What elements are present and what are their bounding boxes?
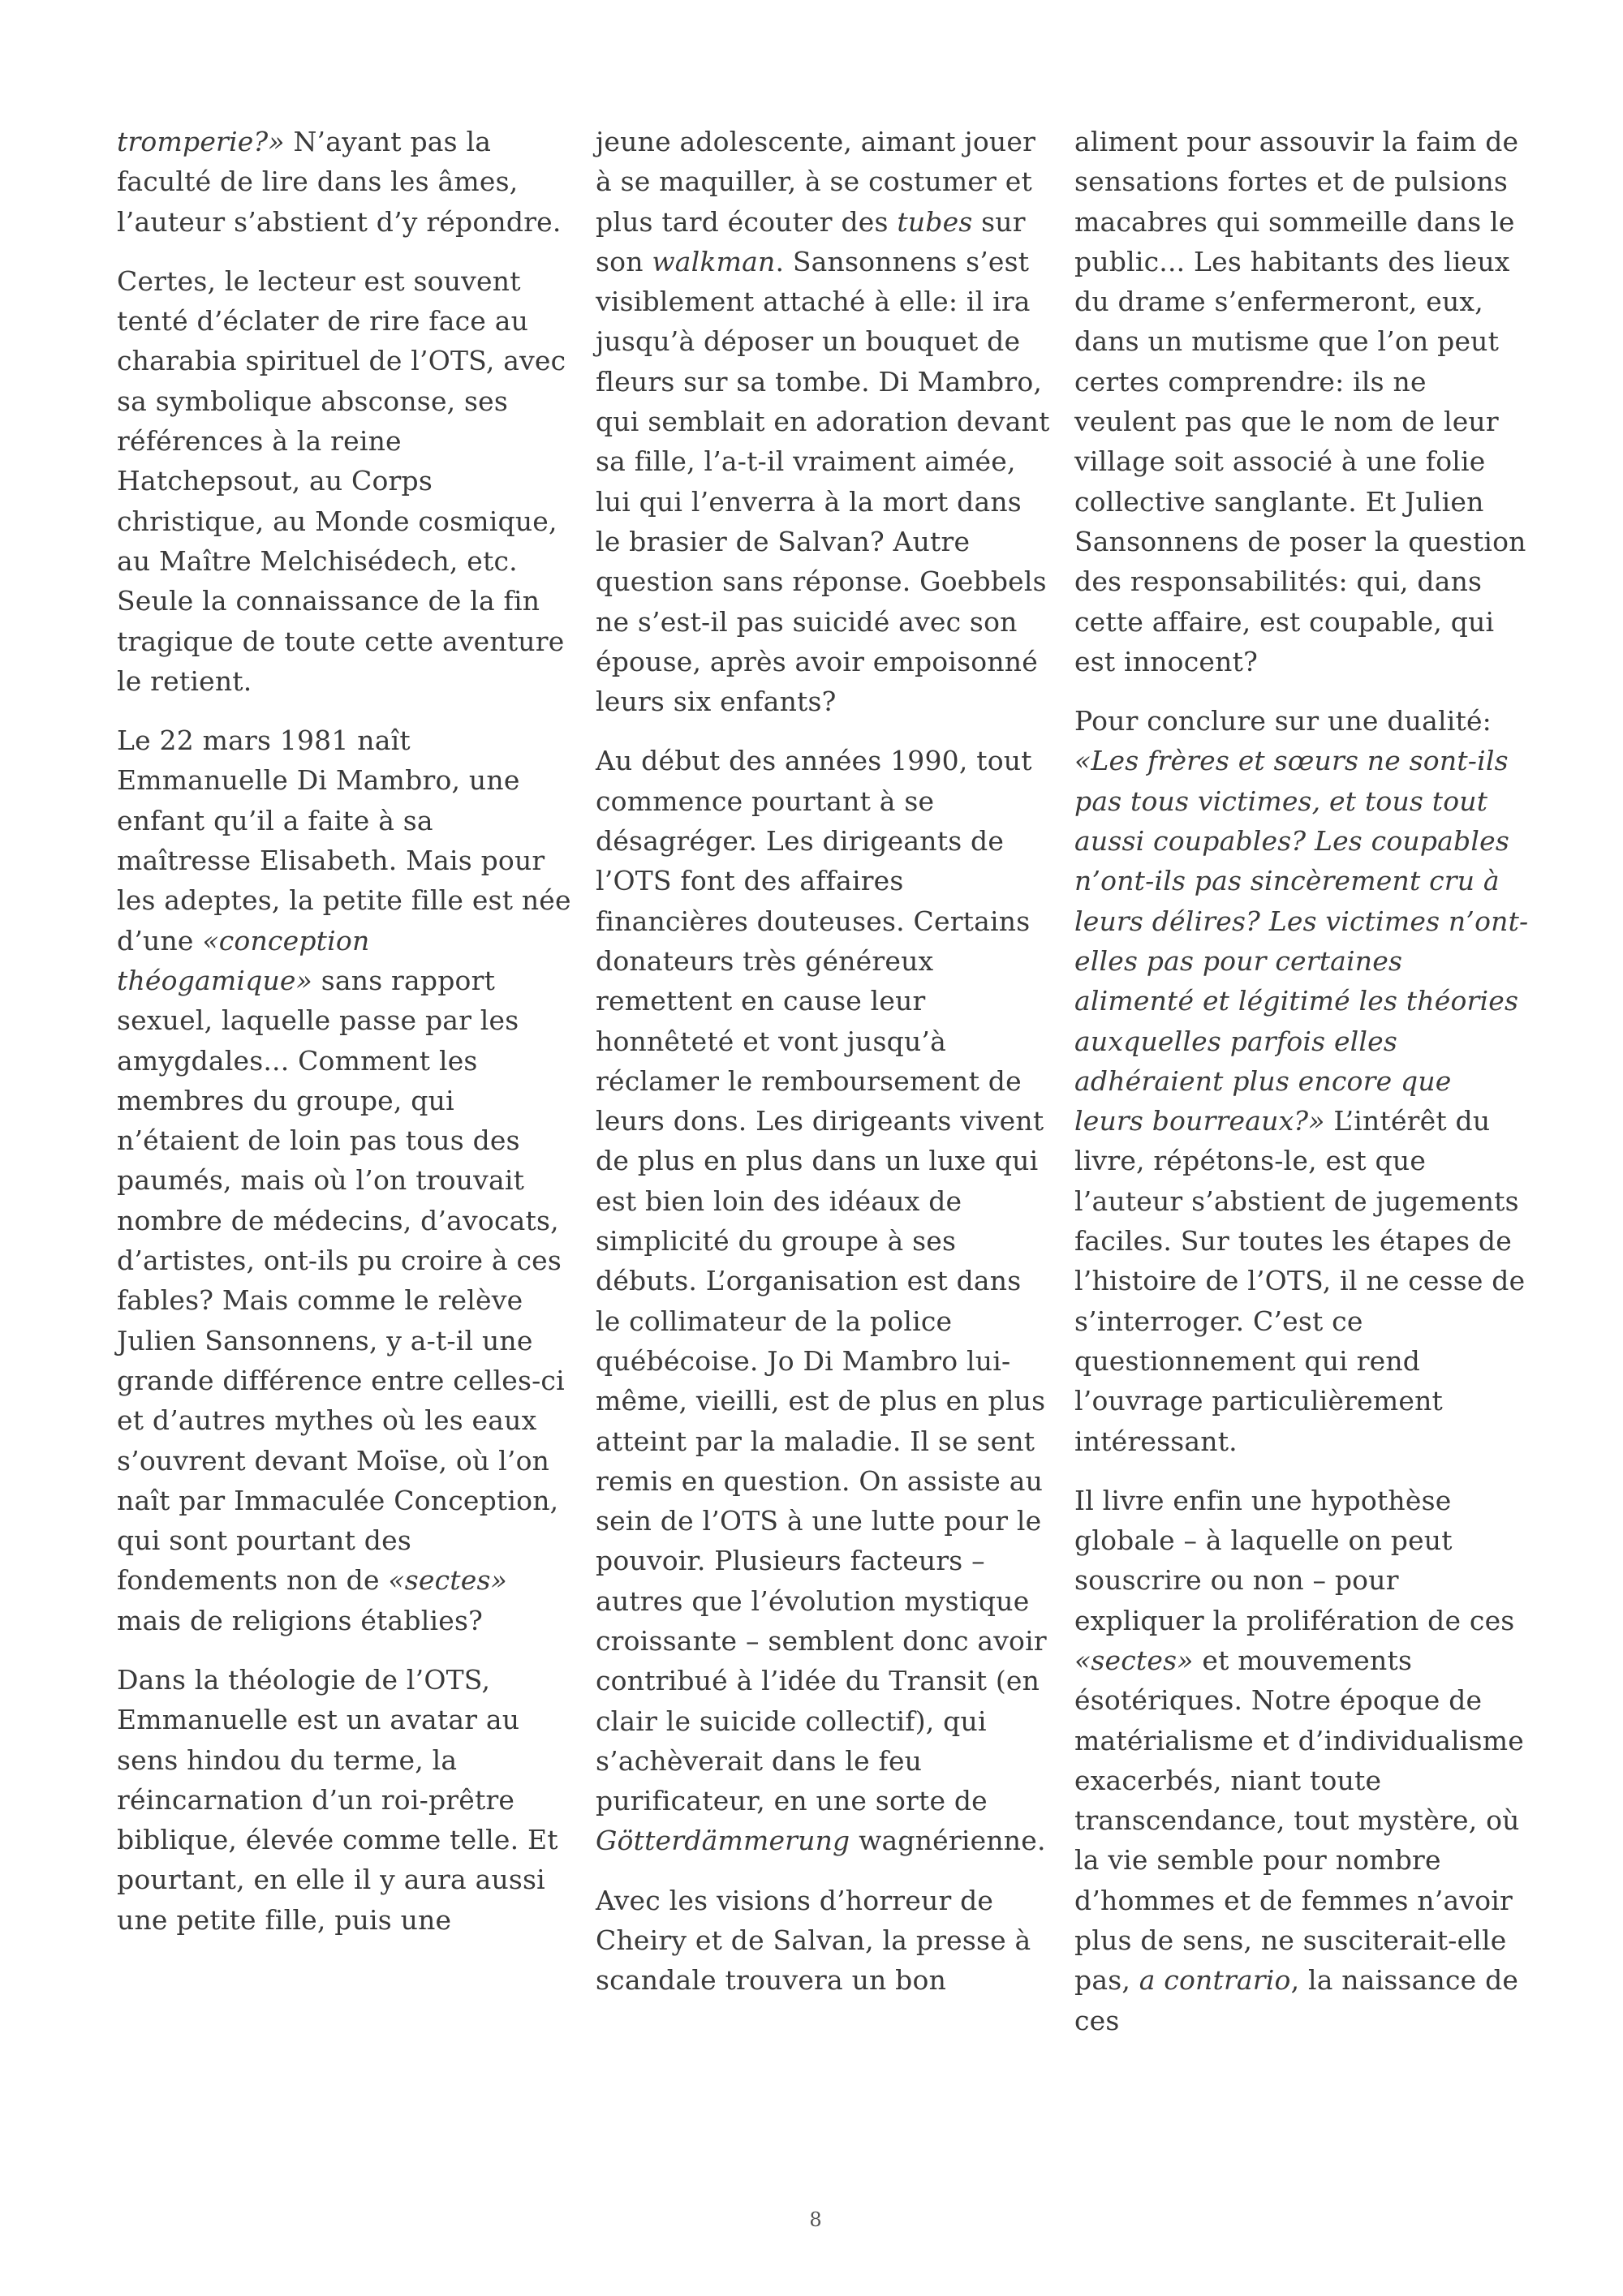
italic-text: tubes bbox=[897, 205, 973, 238]
paragraph bbox=[596, 122, 1050, 721]
text-run: Il livre enfin une hypothèse globale – à laquelle on peut souscrire ou non – pour expliquer la prolifération de ces bbox=[1074, 1484, 1515, 1636]
text-run: aliment pour assouvir la faim de sensations fortes et de pulsions macabres qui sommeille dans le public... Les habitants des lieux du drame s’enfermeront, eux, dans un mutisme que l’on peut certes comprendre: ils ne veulent pas que le nom de leur village soit associé à une folie collective sanglante. Et Julien Sansonnens de poser la question des responsabilités: qui, dans cette affaire, est coupable, qui est innocent? bbox=[1074, 126, 1526, 677]
page-number: 8 bbox=[809, 2208, 822, 2231]
text-column-1 bbox=[117, 122, 571, 1959]
paragraph bbox=[117, 1660, 571, 1940]
text-run: N’ayant pas la faculté de lire dans les âmes, l’auteur s’abstient d’y répondre. bbox=[117, 126, 562, 238]
text-run: et mouvements ésotériques. Notre époque de matérialisme et d’individualisme exacerbés, niant toute transcendance, tout mystère, où la vie semble pour nombre d’hommes et de femmes n’avoir plus de sens, ne susciterait-elle pas, bbox=[1074, 1644, 1525, 1997]
italic-text: Götterdämmerung bbox=[596, 1825, 850, 1857]
paragraph bbox=[117, 261, 571, 701]
text-run: sans rapport sexuel, laquelle passe par les amygdales... Comment les membres du groupe, qui n’étaient de loin pas tous des paumés, mais où l’on trouvait nombre de médecins, d’avocats, d’artistes, ont-ils pu croire à ces fables? Mais comme le relève Julien Sansonnens, y a-t-il une grande différence entre celles-ci et d’autres mythes où les eaux s’ouvrent devant Moïse, où l’on naît par Immaculée Conception, qui sont pourtant des fondements non de bbox=[117, 964, 565, 1597]
italic-text: «sectes» bbox=[388, 1564, 508, 1597]
text-run: Au début des années 1990, tout commence pourtant à se désagréger. Les dirigeants de l’OTS font des affaires financières douteuses. Certains donateurs très généreux remettent en cause leur honnêteté et vont jusqu’à réclamer le remboursement de leurs dons. Les dirigeants vivent de plus en plus dans un luxe qui est bien loin des idéaux de simplicité du groupe à ses débuts. L’organisation est dans le collimateur de la police québécoise. Jo Di Mambro lui-même, vieilli, est de plus en plus atteint par la maladie. Il se sent remis en question. On assiste au sein de l’OTS à une lutte pour le pouvoir. Plusieurs facteurs – autres que l’évolution mystique croissante – semblent donc avoir contribué à l’idée du Transit (en clair le suicide collectif), qui s’achèverait dans le feu purificateur, en une sorte de bbox=[596, 745, 1047, 1817]
text-run: Pour conclure sur une dualité: bbox=[1074, 705, 1492, 737]
text-run: , la naissance de ces bbox=[1074, 1964, 1519, 2036]
italic-text: «conception théogamique» bbox=[117, 924, 370, 996]
text-run: . Sansonnens s’est visiblement attaché à elle: il ira jusqu’à déposer un bouquet de fleurs sur sa tombe. Di Mambro, qui semblait en adoration devant sa fille, l’a-t-il vraiment aimée, lui qui l’enverra à la mort dans le brasier de Salvan? Autre question sans réponse. Goebbels ne s’est-il pas suicidé avec son épouse, après avoir empoisonné leurs six enfants? bbox=[596, 245, 1050, 718]
text-column-2 bbox=[596, 122, 1050, 2020]
italic-text: tromperie?» bbox=[117, 126, 285, 157]
paragraph bbox=[117, 720, 571, 1640]
paragraph bbox=[596, 741, 1050, 1860]
text-run: Certes, le lecteur est souvent tenté d’éclater de rire face au charabia spirituel de l’OTS, avec sa symbolique absconse, ses références à la reine Hatchepsout, au Corps christique, au Monde cosmique, au Maître Melchisédech, etc. Seule la connaissance de la fin tragique de toute cette aventure le retient. bbox=[117, 264, 566, 697]
text-run: sur son bbox=[596, 205, 1026, 277]
paragraph bbox=[1074, 701, 1529, 1461]
text-run: wagnérienne. bbox=[850, 1825, 1046, 1857]
text-run: Le 22 mars 1981 naît Emmanuelle Di Mambro, une enfant qu’il a faite à sa maîtresse Elisabeth. Mais pour les adeptes, la petite fille est née d’une bbox=[117, 724, 571, 957]
text-run: Dans la théologie de l’OTS, Emmanuelle est un avatar au sens hindou du terme, la réincarnation d’un roi-prêtre biblique, élevée comme telle. Et pourtant, en elle il y aura aussi une petite fille, puis une bbox=[117, 1663, 558, 1936]
paragraph bbox=[1074, 122, 1529, 681]
text-run: mais de religions établies? bbox=[117, 1604, 483, 1636]
italic-text: walkman bbox=[652, 245, 776, 277]
paragraph bbox=[1074, 1481, 1529, 2040]
text-run: jeune adolescente, aimant jouer à se maquiller, à se costumer et plus tard écouter des bbox=[596, 126, 1036, 238]
text-run: Avec les visions d’horreur de Cheiry et de Salvan, la presse à scandale trouvera un bon bbox=[596, 1884, 1031, 1997]
paragraph bbox=[596, 1881, 1050, 2001]
italic-text: «Les frères et sœurs ne sont-ils pas tous victimes, et tous tout aussi coupables? Les coupables n’ont-ils pas sincèrement cru à leurs délires? Les victimes n’ont-elles pas pour certaines alimenté et légitimé les théories auxquelles parfois elles adhéraient plus encore que leurs bourreaux?» bbox=[1074, 745, 1529, 1137]
text-run: L’intérêt du livre, répétons-le, est que l’auteur s’abstient de jugements faciles. Sur toutes les étapes de l’histoire de l’OTS, il ne cesse de s’interroger. C’est ce questionnement qui rend l’ouvrage particulièrement intéressant. bbox=[1074, 1105, 1526, 1457]
italic-text: «sectes» bbox=[1074, 1644, 1194, 1676]
paragraph bbox=[117, 122, 571, 242]
italic-text: a contrario bbox=[1139, 1964, 1291, 1997]
text-column-3 bbox=[1074, 122, 1529, 2060]
